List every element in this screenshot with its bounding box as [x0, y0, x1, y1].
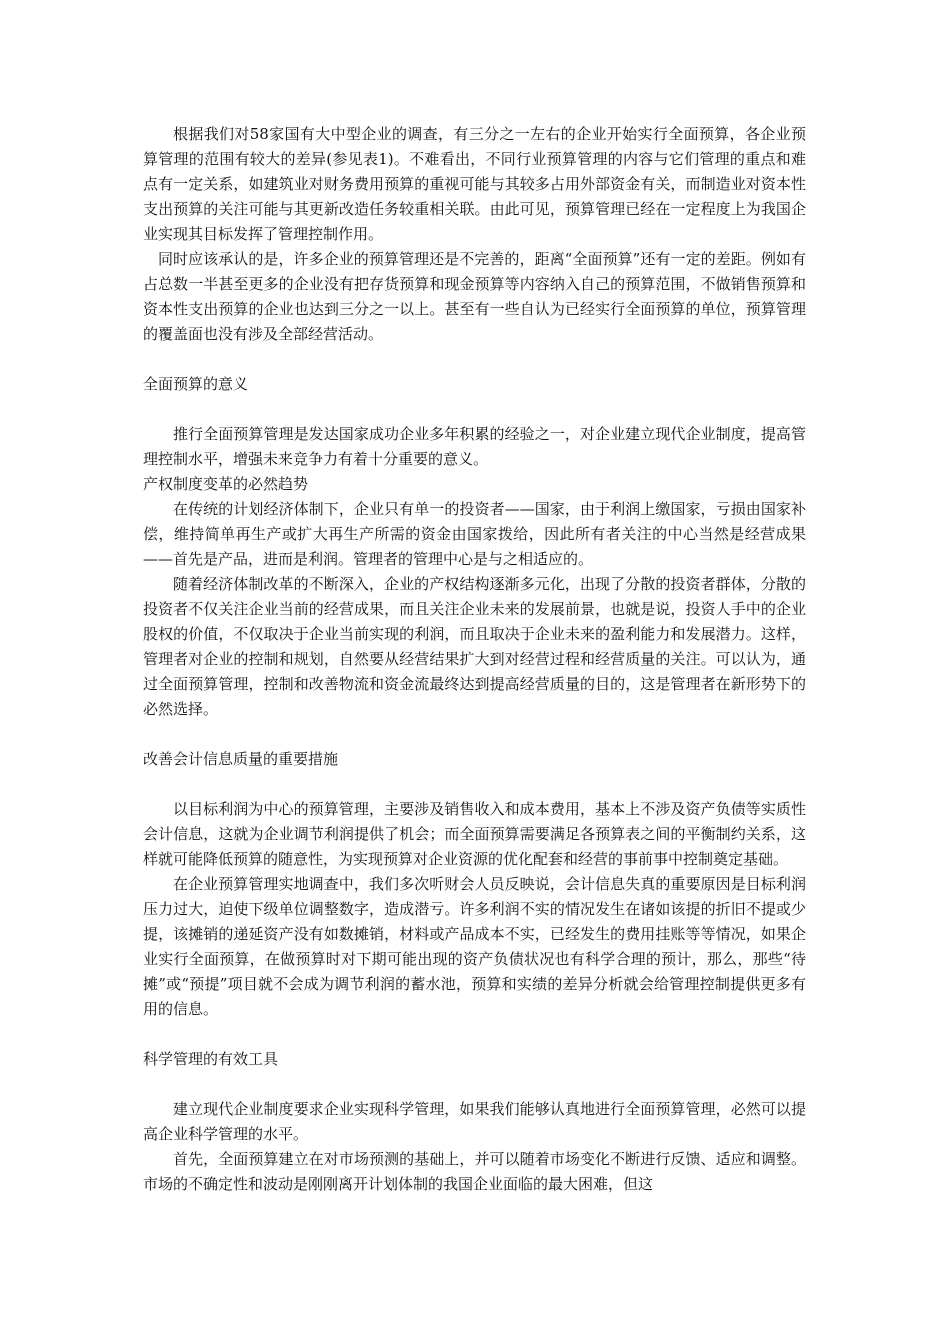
paragraph-target-profit: 以目标利润为中心的预算管理，主要涉及销售收入和成本费用，基本上不涉及资产负债等实质性会计信息，这就为企业调节利润提供了机会；而全面预算需要满足各预算表之间的平衡制约关系，这样就可能降低预算的随意性，为实现预算对企业资源的优化配套和经营的事前事中控制奠定基础。 — [143, 800, 806, 868]
paragraph-modern-enterprise: 建立现代企业制度要求企业实现科学管理，如果我们能够认真地进行全面预算管理，必然可以提高企业科学管理的水平。 — [143, 1100, 806, 1143]
subheading-property-rights: 产权制度变革的必然趋势 — [143, 475, 309, 493]
paragraph-budget-gaps: 同时应该承认的是，许多企业的预算管理还是不完善的，距离“全面预算”还有一定的差距。例如有占总数一半甚至更多的企业没有把存货预算和现金预算等内容纳入自己的预算范围，不做销售预算和资本性支出预算的企业也达到三分之一以上。甚至有一些自认为已经实行全面预算的单位，预算管理的覆盖面也没有涉及全部经营活动。 — [143, 250, 806, 343]
paragraph-field-survey: 在企业预算管理实地调查中，我们多次听财会人员反映说，会计信息失真的重要原因是目标利润压力过大，迫使下级单位调整数字，造成潜亏。许多利润不实的情况发生在诸如该提的折旧不提或少提，该摊销的递延资产没有如数摊销，材料或产品成本不实，已经发生的费用挂账等等情况，如果企业实行全面预算，在做预算时对下期可能出现的资产负债状况也有科学合理的预计，那么，那些“待摊”或“预提”项目就不会成为调节利润的蓄水池，预算和实绩的差异分析就会给管理控制提供更多有用的信息。 — [143, 875, 806, 1018]
paragraph-survey-results: 根据我们对58家国有大中型企业的调查，有三分之一左右的企业开始实行全面预算，各企业预算管理的范围有较大的差异(参见表1)。不难看出，不同行业预算管理的内容与它们管理的重点和难点有一定关系，如建筑业对财务费用预算的重视可能与其较多占用外部资金有关，而制造业对资本性支出预算的关注可能与其更新改造任务较重相关联。由此可见，预算管理已经在一定程度上为我国企业实现其目标发挥了管理控制作用。 — [143, 125, 806, 243]
paragraph-reform-investors: 随着经济体制改革的不断深入，企业的产权结构逐渐多元化，出现了分散的投资者群体，分散的投资者不仅关注企业当前的经营成果，而且关注企业未来的发展前景，也就是说，投资人手中的企业股权的价值，不仅取决于企业当前实现的利润，而且取决于企业未来的盈利能力和发展潜力。这样，管理者对企业的控制和规划，自然要从经营结果扩大到对经营过程和经营质量的关注。可以认为，通过全面预算管理，控制和改善物流和资金流最终达到提高经营质量的目的，这是管理者在新形势下的必然选择。 — [143, 575, 806, 718]
section-heading-significance: 全面预算的意义 — [143, 375, 249, 393]
section-heading-accounting-quality: 改善会计信息质量的重要措施 — [143, 750, 339, 768]
paragraph-significance-intro: 推行全面预算管理是发达国家成功企业多年积累的经验之一，对企业建立现代企业制度，提高管理控制水平，增强未来竞争力有着十分重要的意义。 — [143, 425, 806, 468]
section-heading-scientific-management: 科学管理的有效工具 — [143, 1050, 279, 1068]
document-page — [143, 122, 806, 1197]
paragraph-planned-economy: 在传统的计划经济体制下，企业只有单一的投资者——国家，由于利润上缴国家，亏损由国家补偿，维持简单再生产或扩大再生产所需的资金由国家拨给，因此所有者关注的中心当然是经营成果——首先是产品，进而是利润。管理者的管理中心是与之相适应的。 — [143, 500, 806, 568]
paragraph-market-forecast: 首先，全面预算建立在对市场预测的基础上，并可以随着市场变化不断进行反馈、适应和调整。市场的不确定性和波动是刚刚离开计划体制的我国企业面临的最大困难，但这 — [143, 1150, 806, 1193]
